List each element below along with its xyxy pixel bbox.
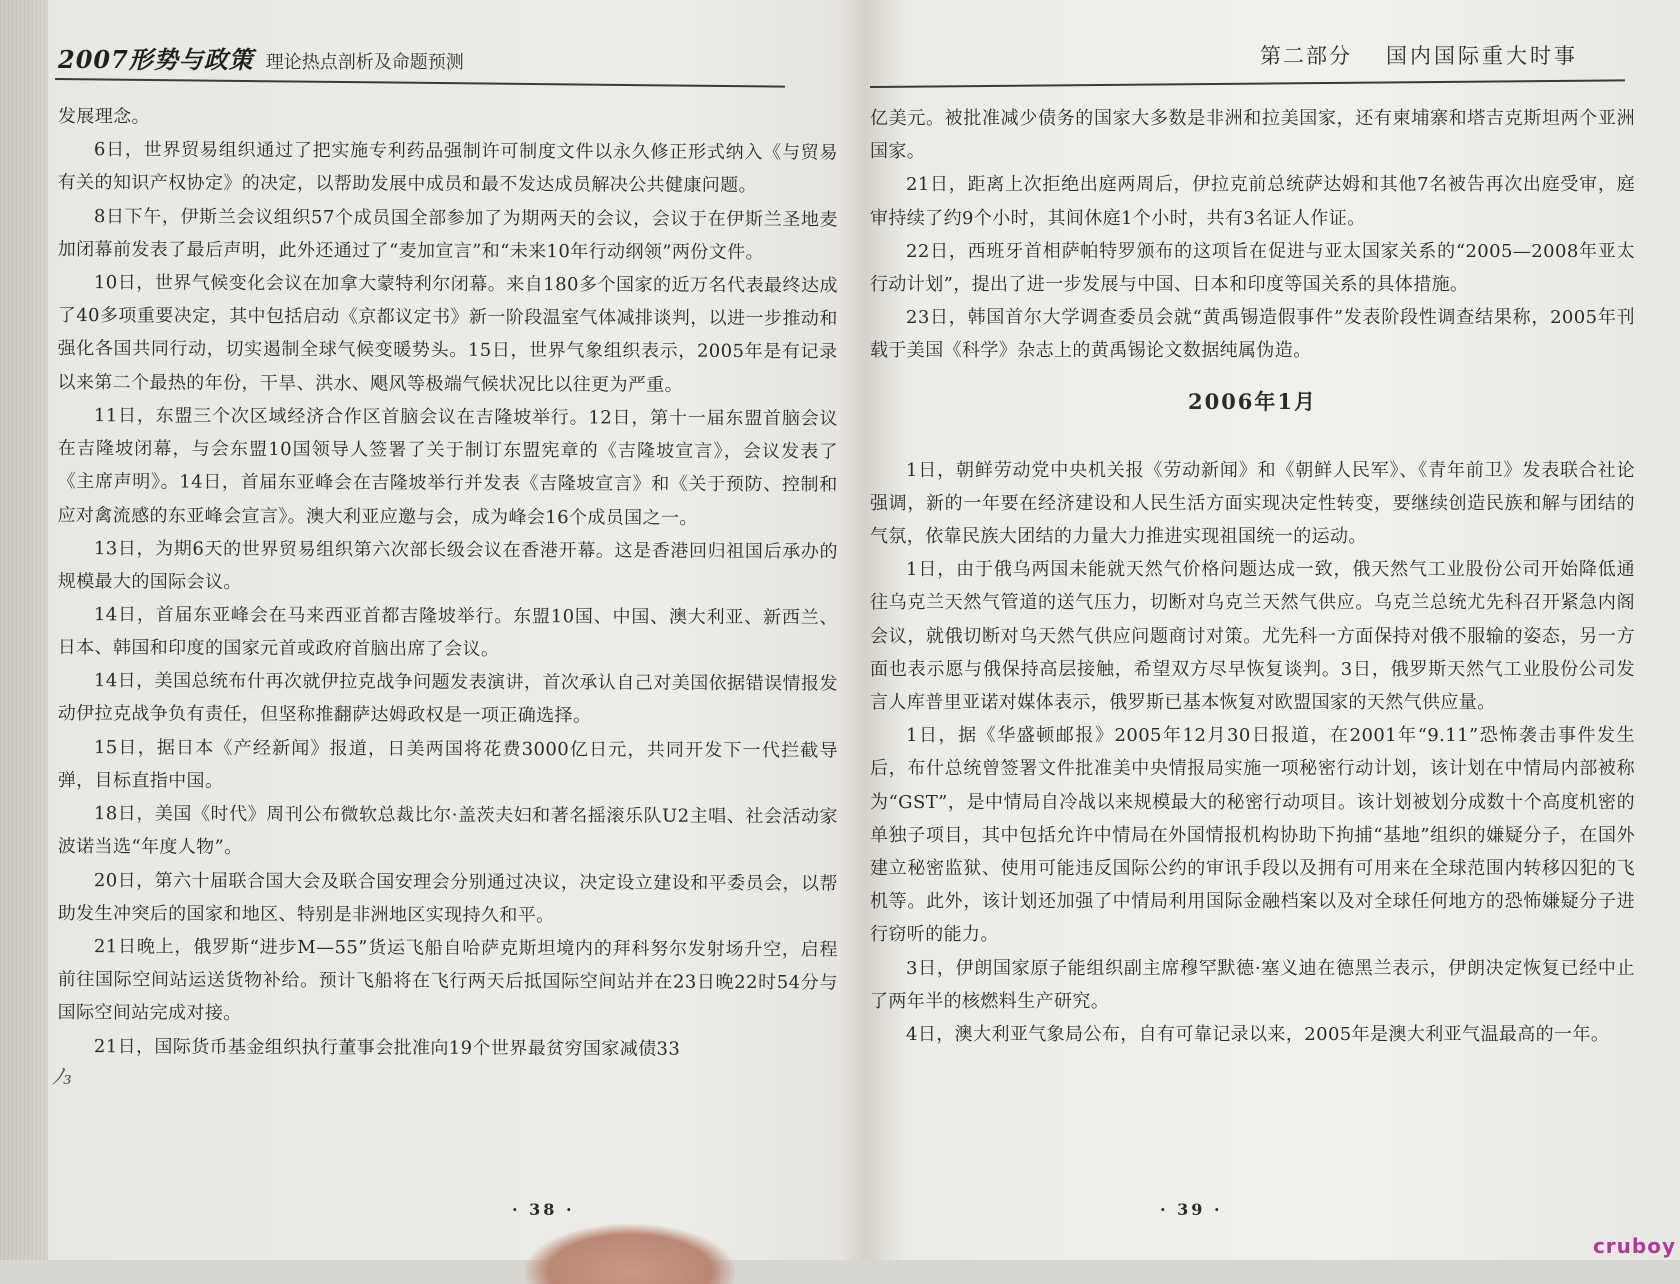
left-header-rule xyxy=(55,78,785,88)
paragraph: 4日，澳大利亚气象局公布，自有可靠记录以来，2005年是澳大利亚气温最高的一年。 xyxy=(906,1024,1610,1046)
paragraph: 15日，据日本《产经新闻》报道，日美两国将花费3000亿日元，共同开发下一代拦截导弹，目标直指中国。 xyxy=(57,737,838,792)
thumb xyxy=(525,1224,735,1284)
right-running-header xyxy=(1260,40,1578,70)
paragraph: 21日，距离上次拒绝出庭两周后，伊拉克前总统萨达姆和其他7名被告再次出庭受审，庭审持续了约9个小时，其间休庭1个小时，共有3名证人作证。 xyxy=(870,174,1635,229)
left-page xyxy=(0,0,850,1260)
left-running-header xyxy=(58,40,464,75)
paragraph: 发展理念。 xyxy=(57,105,150,128)
right-page xyxy=(860,0,1680,1260)
paragraph: 14日，首届东亚峰会在马来西亚首都吉隆坡举行。东盟10国、中国、澳大利亚、新西兰、日本、韩国和印度的国家元首或政府首脑出席了会议。 xyxy=(57,604,838,661)
paragraph: 1日，由于俄乌两国未能就天然气价格问题达成一致，俄天然气工业股份公司开始降低通往乌克兰天然气管道的送气压力，切断对乌克兰天然气供应。乌克兰总统尤先科召开紧急内阁会议，就俄切断对乌天然气供应问题商讨对策。尤先科一方面保持对俄不服输的姿态，另一方面也表示愿与俄保持高层接触，希望双方尽早恢复谈判。3日，俄罗斯天然气工业股份公司发言人库普里亚诺对媒体表示，俄罗斯已基本恢复对欧盟国家的天然气供应量。 xyxy=(870,559,1635,714)
paragraph: 亿美元。被批准减少债务的国家大多数是非洲和拉美国家，还有柬埔寨和塔吉克斯坦两个亚洲国家。 xyxy=(870,108,1635,163)
book-subtitle: 理论热点剖析及命题预测 xyxy=(265,52,464,73)
page-number: · 39 · xyxy=(1160,1200,1223,1219)
handwritten-mark: ﾉ₃ xyxy=(52,1065,72,1090)
watermark: cruboy xyxy=(1592,1234,1676,1258)
paragraph: 18日，美国《时代》周刊公布微软总裁比尔·盖茨夫妇和著名摇滚乐队U2主唱、社会活动家波诺当选“年度人物”。 xyxy=(57,803,838,859)
paragraph: 1日，据《华盛顿邮报》2005年12月30日报道，在2001年“9.11”恐怖袭击事件发生后，布什总统曾签署文件批准美中央情报局实施一项秘密行动计划，该计划在中情局内部被称为“GST”，是中情局自冷战以来规模最大的秘密行动项目。该计划被划分成数十个高度机密的单独子项目，其中包括允许中情局在外国情报机构协助下拘捕“基地”组织的嫌疑分子，在国外建立秘密监狱、使用可能违反国际公约的审讯手段以及拥有可用来在全球范围内转移囚犯的飞机等。此外，该计划还加强了中情局利用国际金融档案以及对全球任何地方的恐怖嫌疑分子进行窃听的能力。 xyxy=(870,725,1635,946)
paragraph: 6日，世界贸易组织通过了把实施专利药品强制许可制度文件以永久修正形式纳入《与贸易有关的知识产权协定》的决定，以帮助发展中成员和最不发达成员解决公共健康问题。 xyxy=(57,139,838,197)
book-title: 2007形势与政策 xyxy=(58,45,254,74)
right-page-body xyxy=(870,102,1635,1051)
section-label: 国内国际重大时事 xyxy=(1386,44,1578,68)
paragraph: 21日，国际货币基金组织执行董事会批准向19个世界最贫穷国家减债33 xyxy=(93,1035,681,1060)
paragraph: 8日下午，伊斯兰会议组织57个成员国全部参加了为期两天的会议，会议于在伊斯兰圣地麦加闭幕前发表了最后声明，此外还通过了“麦加宣言”和“未来10年行动纲领”两份文件。 xyxy=(57,205,838,263)
paragraph: 11日，东盟三个次区域经济合作区首脑会议在吉隆坡举行。12日，第十一届东盟首脑会议在吉隆坡闭幕，与会东盟10国领导人签署了关于制订东盟宪章的《吉隆坡宣言》，会议发表了《主席声明》。14日，首届东亚峰会在吉隆坡举行并发表《吉隆坡宣言》和《关于预防、控制和应对禽流感的东亚峰会宣言》。澳大利亚应邀与会，成为峰会16个成员国之一。 xyxy=(57,404,838,529)
paragraph: 20日，第六十届联合国大会及联合国安理会分别通过决议，决定设立建设和平委员会，以帮助发生冲突后的国家和地区、特别是非洲地区实现持久和平。 xyxy=(57,869,838,927)
page-number: · 38 · xyxy=(512,1200,575,1219)
right-header-rule xyxy=(870,79,1625,88)
month-heading: 2006年1月 xyxy=(1187,388,1318,414)
paragraph: 22日，西班牙首相萨帕特罗颁布的这项旨在促进与亚太国家关系的“2005—2008年亚太行动计划”，提出了进一步发展与中国、日本和印度等国关系的具体措施。 xyxy=(870,240,1635,296)
left-page-body xyxy=(58,100,838,1063)
paragraph: 14日，美国总统布什再次就伊拉克战争问题发表演讲，首次承认自己对美国依据错误情报发动伊拉克战争负有责任，但坚称推翻萨达姆政权是一项正确选择。 xyxy=(57,670,838,727)
paragraph: 23日，韩国首尔大学调查委员会就“黄禹锡造假事件”发表阶段性调查结果称，2005年刊载于美国《科学》杂志上的黄禹锡论文数据纯属伪造。 xyxy=(870,307,1635,362)
paragraph: 3日，伊朗国家原子能组织副主席穆罕默德·塞义迪在德黑兰表示，伊朗决定恢复已经中止了两年半的核燃料生产研究。 xyxy=(870,957,1635,1012)
part-label: 第二部分 xyxy=(1260,44,1352,68)
paragraph: 13日，为期6天的世界贸易组织第六次部长级会议在香港开幕。这是香港回归祖国后承办的规模最大的国际会议。 xyxy=(57,537,838,593)
paragraph: 10日，世界气候变化会议在加拿大蒙特利尔闭幕。来自180多个国家的近万名代表最终达成了40多项重要决定，其中包括启动《京都议定书》新一阶段温室气体减排谈判，以进一步推动和强化各国共同行动，切实遏制全球气候变暖势头。15日，世界气象组织表示，2005年是有记录以来第二个最热的年份，干旱、洪水、飓风等极端气候状况比以往更为严重。 xyxy=(57,272,838,396)
paragraph: 21日晚上，俄罗斯“进步M—55”货运飞船自哈萨克斯坦境内的拜科努尔发射场升空，启程前往国际空间站运送货物补给。预计飞船将在飞行两天后抵国际空间站并在23日晚22时54分与国际空间站完成对接。 xyxy=(57,936,838,1025)
paragraph: 1日，朝鲜劳动党中央机关报《劳动新闻》和《朝鲜人民军》、《青年前卫》发表联合社论强调，新的一年要在经济建设和人民生活方面实现决定性转变，要继续创造民族和解与团结的气氛，依靠民族大团结的力量大力推进实现祖国统一的运动。 xyxy=(870,459,1635,548)
